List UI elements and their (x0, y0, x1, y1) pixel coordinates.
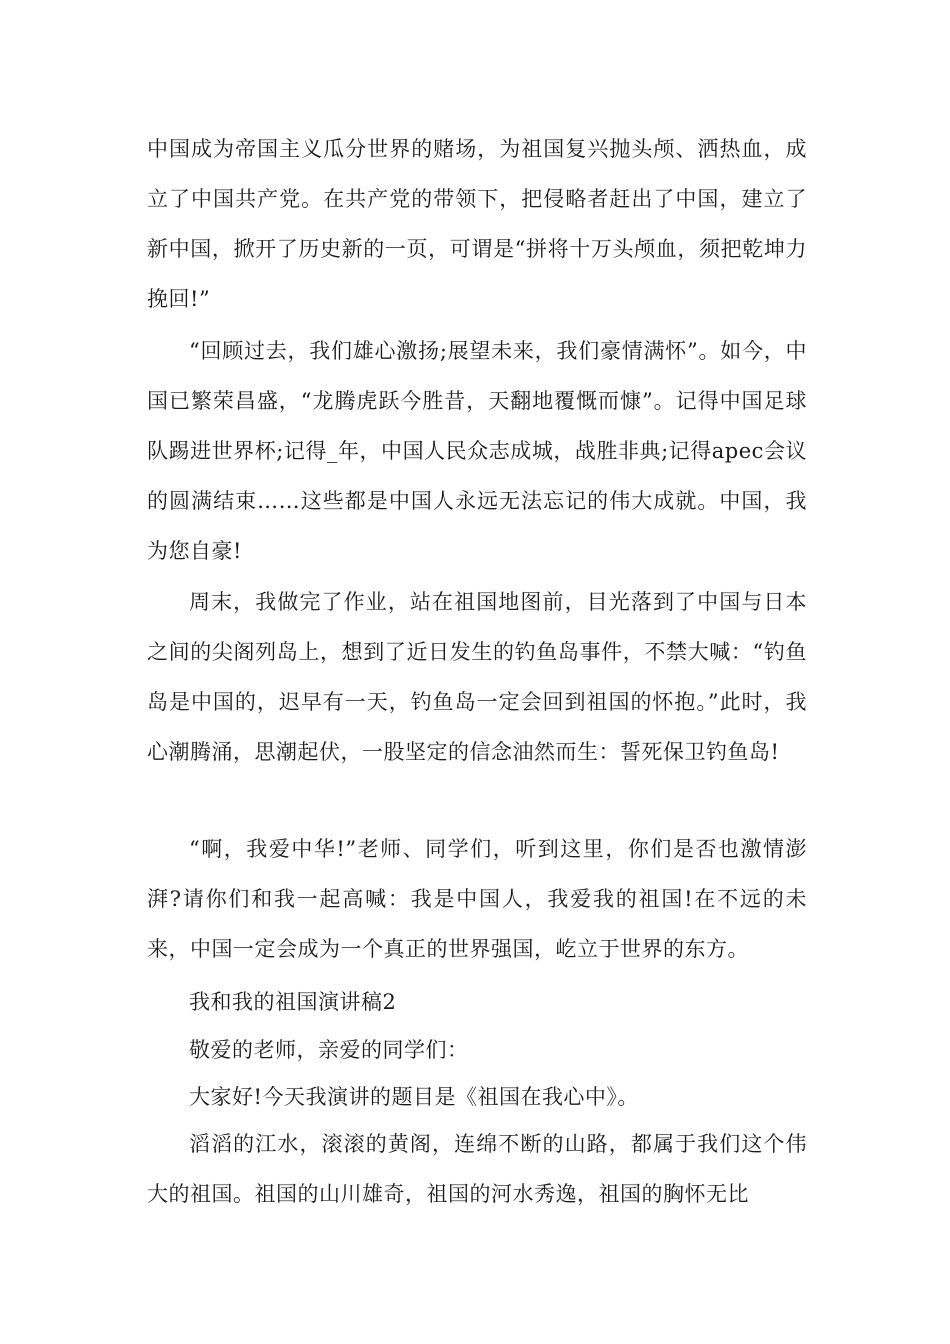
salutation: 敬爱的老师，亲爱的同学们： (189, 1038, 469, 1062)
paragraph-looking-back: “回顾过去，我们雄心激扬;展望未来，我们豪情满怀”。如今，中国已繁荣昌盛，“龙腾虎跃今胜昔，天翻地覆慨而慷”。记得中国足球队踢进世界杯;记得_年，中国人民众志成城，战胜非典;记得apec会议的圆满结束……这些都是中国人永远无法忘记的伟大成就。中国，我为您自豪! (147, 339, 807, 563)
speech-title: 我和我的祖国演讲稿2 (189, 990, 397, 1014)
paragraph-diaoyu-island: 周末，我做完了作业，站在祖国地图前，目光落到了中国与日本之间的尖阁列岛上，想到了近日发生的钓鱼岛事件，不禁大喊：“钓鱼岛是中国的，迟早有一天，钓鱼岛一定会回到祖国的怀抱。”此时，我心潮腾涌，思潮起伏，一股坚定的信念油然而生：誓死保卫钓鱼岛! (147, 590, 807, 764)
paragraph-founding-of-party: 中国成为帝国主义瓜分世界的赌场，为祖国复兴抛头颅、洒热血，成立了中国共产党。在共产党的带领下，把侵略者赶出了中国，建立了新中国，掀开了历史新的一页，可谓是“拼将十万头颅血，须把乾坤力挽回!” (147, 137, 807, 311)
paragraph-i-love-china: “啊，我爱中华!”老师、同学们，听到这里，你们是否也激情澎湃?请你们和我一起高喊：我是中国人，我爱我的祖国!在不远的未来，中国一定会成为一个真正的世界强国，屹立于世界的东方。 (147, 837, 807, 961)
greeting-line: 大家好!今天我演讲的题目是《祖国在我心中》。 (189, 1085, 639, 1109)
paragraph-rivers-and-mountains: 滔滔的江水，滚滚的黄阁，连绵不断的山路，都属于我们这个伟大的祖国。祖国的山川雄奇，祖国的河水秀逸，祖国的胸怀无比 (147, 1132, 807, 1206)
